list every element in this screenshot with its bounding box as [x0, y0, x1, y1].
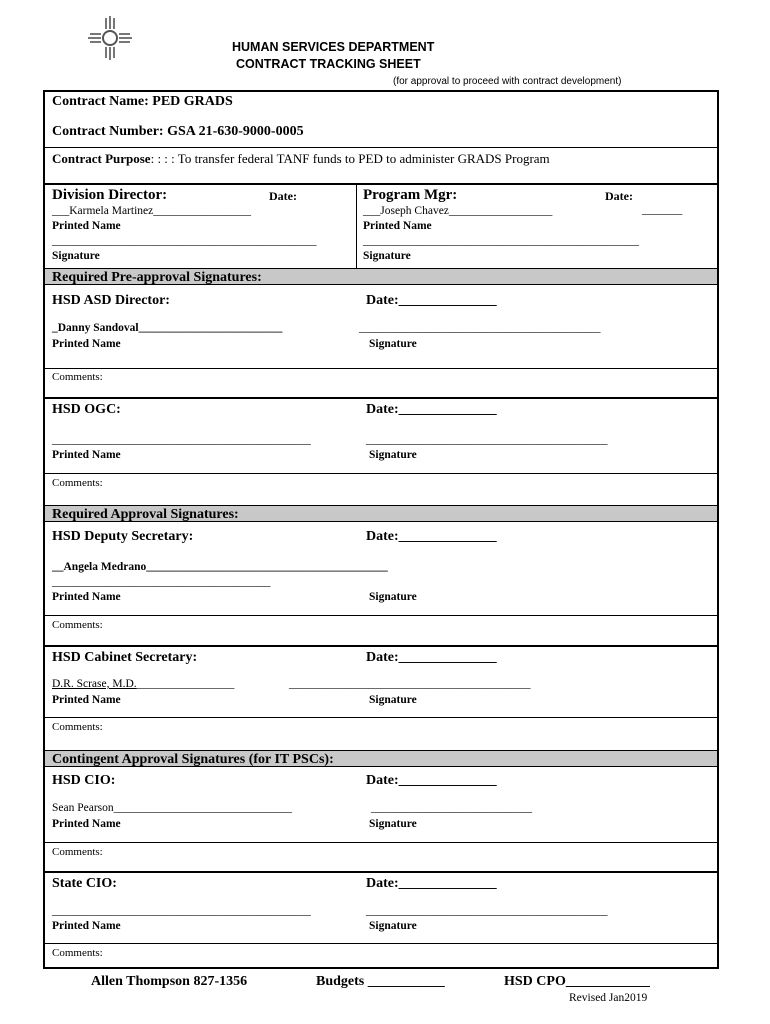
- divider-deputy-comments: [43, 615, 719, 616]
- divider-cabinet: [43, 645, 719, 647]
- footer-budgets: Budgets ___________: [316, 974, 445, 989]
- ogc-name-line: _____________________________________________: [52, 434, 311, 446]
- cabinet-secretary-name: [52, 678, 234, 690]
- contract-name: Contract Name: PED GRADS: [52, 94, 233, 109]
- deputy-secretary-label: HSD Deputy Secretary:: [52, 529, 194, 544]
- divider-contract-number: [43, 147, 719, 148]
- state-cio-name-line: _____________________________________________: [52, 905, 311, 917]
- footer-contact: Allen Thompson 827-1356: [91, 974, 248, 989]
- program-signature-line: ________________________________________________: [363, 235, 639, 247]
- asd-printed-name-label: Printed Name: [52, 338, 121, 350]
- contract-purpose-label: Contract Purpose: [52, 151, 151, 166]
- program-date-label: Date:: [605, 189, 633, 203]
- ogc-printed-name-label: Printed Name: [52, 449, 121, 461]
- cio-printed-name-label: Printed Name: [52, 818, 121, 830]
- ogc-comments-label: Comments:: [52, 477, 103, 489]
- section-title-contingent: Contingent Approval Signatures (for IT PSCs):: [52, 752, 334, 767]
- divider-cabinet-comments: [43, 717, 719, 718]
- deputy-printed-name-label: Printed Name: [52, 591, 121, 603]
- program-date-line: _______: [642, 204, 683, 216]
- division-director-name: ___Karmela Martinez_________________: [52, 205, 251, 217]
- asd-director-label: HSD ASD Director:: [52, 293, 170, 308]
- division-signature-label: Signature: [52, 250, 100, 262]
- asd-director-name: _Danny Sandoval_________________________: [52, 322, 283, 334]
- form-subtitle: (for approval to proceed with contract development): [393, 76, 622, 87]
- asd-signature-line: __________________________________________: [359, 322, 601, 334]
- section-title-approval: Required Approval Signatures:: [52, 507, 239, 522]
- program-signature-label: Signature: [363, 250, 411, 262]
- program-mgr-name: ___Joseph Chavez__________________: [363, 205, 553, 217]
- state-cio-comments-label: Comments:: [52, 947, 103, 959]
- cabinet-comments-label: Comments:: [52, 721, 103, 733]
- contract-purpose-text: : : : : To transfer federal TANF funds to PED to administer GRADS Program: [150, 151, 550, 166]
- division-director-label: Division Director:: [52, 187, 168, 203]
- asd-comments-label: Comments:: [52, 371, 103, 383]
- divider-division-program: [356, 184, 357, 268]
- cio-name: Sean Pearson_______________________________: [52, 802, 292, 814]
- ogc-label: HSD OGC:: [52, 402, 121, 417]
- cio-date: Date:______________: [366, 773, 497, 788]
- zia-sun-logo-icon: [88, 16, 132, 60]
- cabinet-date: Date:______________: [366, 650, 497, 665]
- program-printed-name-label: Printed Name: [363, 220, 432, 232]
- asd-signature-label: Signature: [369, 338, 417, 350]
- cabinet-printed-name-label: Printed Name: [52, 694, 121, 706]
- footer-hsd-cpo: HSD CPO____________: [504, 974, 650, 989]
- ogc-signature-line: __________________________________________: [366, 434, 608, 446]
- section-title-pre-approval: Required Pre-approval Signatures:: [52, 270, 262, 285]
- deputy-secretary-name: __Angela Medrano__________________________________________: [52, 561, 388, 573]
- deputy-signature-label: Signature: [369, 591, 417, 603]
- state-cio-signature-line: __________________________________________: [366, 905, 608, 917]
- cabinet-secretary-label: HSD Cabinet Secretary:: [52, 650, 198, 665]
- divider-cio-comments: [43, 842, 719, 843]
- cio-label: HSD CIO:: [52, 773, 116, 788]
- state-cio-signature-label: Signature: [369, 920, 417, 932]
- divider-asd-comments: [43, 368, 719, 369]
- cabinet-signature-label: Signature: [369, 694, 417, 706]
- ogc-signature-label: Signature: [369, 449, 417, 461]
- deputy-name-line: ______________________________________: [52, 576, 271, 588]
- state-cio-date: Date:______________: [366, 876, 497, 891]
- division-printed-name-label: Printed Name: [52, 220, 121, 232]
- form-title: CONTRACT TRACKING SHEET: [236, 57, 421, 71]
- divider-purpose: [43, 183, 719, 185]
- cabinet-name-tail: _________________: [136, 678, 235, 690]
- deputy-date: Date:______________: [366, 529, 497, 544]
- cio-signature-line: ____________________________: [371, 802, 532, 814]
- state-cio-printed-name-label: Printed Name: [52, 920, 121, 932]
- divider-state-cio-comments: [43, 943, 719, 944]
- department-heading: HUMAN SERVICES DEPARTMENT: [232, 40, 435, 54]
- division-signature-line: ______________________________________________: [52, 235, 317, 247]
- cabinet-name-text: D.R. Scrase, M.D.: [52, 678, 137, 690]
- cabinet-signature-line: __________________________________________: [289, 678, 531, 690]
- divider-ogc-comments: [43, 473, 719, 474]
- ogc-date: Date:______________: [366, 402, 497, 417]
- contract-purpose: [52, 151, 550, 167]
- divider-state-cio: [43, 871, 719, 873]
- state-cio-label: State CIO:: [52, 876, 117, 891]
- division-date-label: Date:: [269, 189, 297, 203]
- divider-ogc: [43, 397, 719, 399]
- deputy-comments-label: Comments:: [52, 619, 103, 631]
- program-mgr-label: Program Mgr:: [363, 187, 458, 203]
- asd-date: Date:______________: [366, 293, 497, 308]
- footer-revised: Revised Jan2019: [569, 992, 648, 1004]
- contract-number: Contract Number: GSA 21-630-9000-0005: [52, 124, 304, 139]
- cio-signature-label: Signature: [369, 818, 417, 830]
- cio-comments-label: Comments:: [52, 846, 103, 858]
